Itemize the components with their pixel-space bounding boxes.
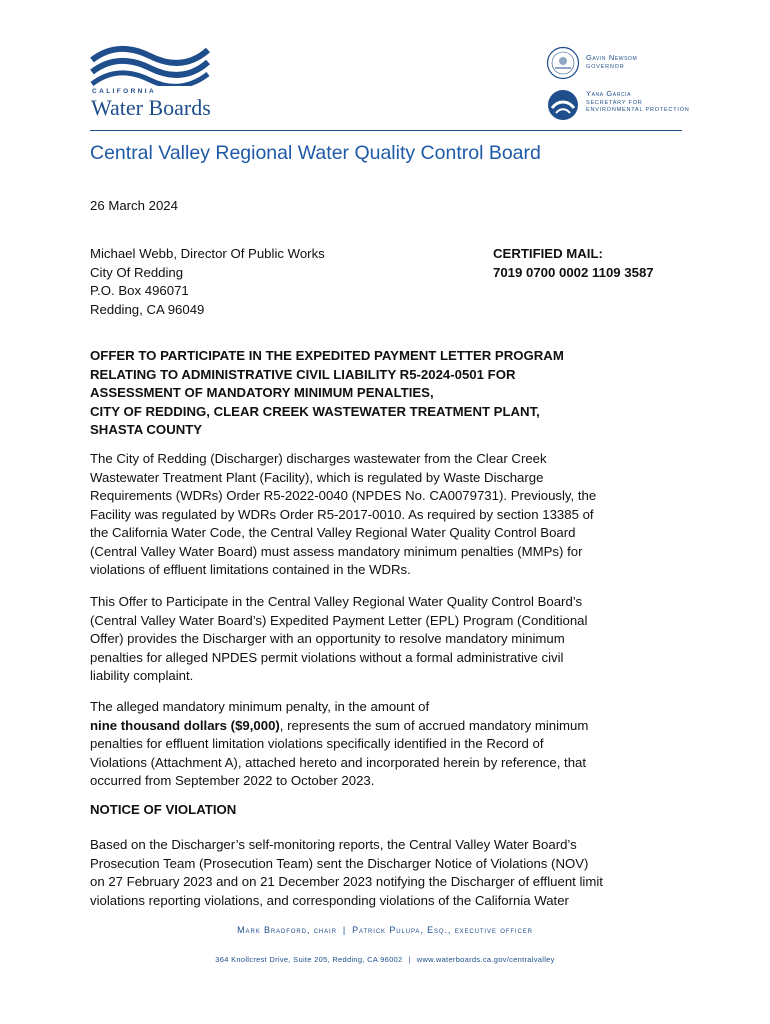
footer-address-line (0, 955, 770, 964)
footer-chair: Mark Bradford, chair (237, 925, 337, 935)
secretary-title-1: SECRETARY FOR (586, 100, 643, 106)
letter-date: 26 March 2024 (90, 198, 178, 213)
notice-heading: NOTICE OF VIOLATION (90, 802, 237, 817)
footer-separator: | (342, 925, 347, 935)
calepa-logo-icon (546, 88, 580, 122)
paragraph-line: Offer) provides the Discharger with an opportunity to resolve mandatory minimum (90, 631, 565, 646)
logo-state-text: CALIFORNIA (92, 88, 157, 95)
logo-name-text: Water Boards (91, 95, 211, 120)
footer-officer: Patrick Pulupa, Esq., executive officer (352, 925, 533, 935)
subject-line: CITY OF REDDING, CLEAR CREEK WASTEWATER TREATMENT PLANT, (90, 403, 540, 419)
paragraph-text: , represents the sum of accrued mandatory minimum (279, 717, 589, 733)
paragraph-line: Based on the Discharger’s self-monitoring reports, the Central Valley Water Board’s (90, 837, 577, 852)
paragraph-line: Violations (Attachment A), attached hereto and incorporated herein by reference, that (90, 754, 587, 770)
paragraph-line: occurred from September 2022 to October 2023. (90, 773, 375, 788)
penalty-amount: nine thousand dollars ($9,000) (90, 717, 280, 733)
paragraph-line: penalties for alleged NPDES permit violations without a formal administrative civil (90, 649, 564, 665)
recipient-line: P.O. Box 496071 (90, 283, 189, 298)
paragraph-line: Prosecution Team (Prosecution Team) sent the Discharger Notice of Violations (NOV) (90, 855, 589, 871)
subject-line: ASSESSMENT OF MANDATORY MINIMUM PENALTIES, (90, 385, 434, 400)
certified-number: 7019 0700 0002 1109 3587 (493, 264, 654, 280)
recipient-line: Michael Webb, Director Of Public Works (90, 246, 325, 261)
footer-separator: | (408, 955, 411, 964)
state-seal-icon (546, 46, 580, 80)
paragraph-line: (Central Valley Water Board’s) Expedited Payment Letter (EPL) Program (Conditional (90, 612, 588, 628)
paragraph-line: Facility was regulated by WDRs Order R5-2017-0010. As required by section 13385 of (90, 506, 594, 522)
officials-block (546, 46, 690, 126)
waves-icon (90, 44, 210, 86)
paragraph-line (90, 717, 690, 736)
subject-line: RELATING TO ADMINISTRATIVE CIVIL LIABILITY R5-2024-0501 FOR (90, 366, 516, 382)
paragraph-line: Wastewater Treatment Plant (Facility), which is regulated by Waste Discharge (90, 469, 544, 485)
footer-address: 364 Knollcrest Drive, Suite 205, Redding, CA 96002 (215, 955, 403, 964)
secretary-title-2: ENVIRONMENTAL PROTECTION (586, 107, 690, 113)
governor-title: GOVERNOR (586, 64, 625, 70)
header-divider (90, 130, 682, 131)
paragraph-line: penalties for effluent limitation violations specifically identified in the Record of (90, 736, 544, 751)
paragraph-offer (90, 593, 690, 686)
subject-line: OFFER TO PARTICIPATE IN THE EXPEDITED PAYMENT LETTER PROGRAM (90, 348, 564, 363)
paragraph-line: The City of Redding (Discharger) discharges wastewater from the Clear Creek (90, 451, 547, 466)
paragraph-discharger (90, 450, 690, 580)
paragraph-line: (Central Valley Water Board) must assess mandatory minimum penalties (MMPs) for (90, 543, 583, 559)
paragraph-penalty (90, 698, 690, 791)
paragraph-line: the California Water Code, the Central Valley Regional Water Quality Control Board (90, 525, 576, 540)
footer-website-link[interactable]: www.waterboards.ca.gov/centralvalley (416, 955, 555, 964)
board-title: Central Valley Regional Water Quality Control Board (90, 142, 541, 164)
paragraph-line: violations of effluent limitations contained in the WDRs. (90, 562, 411, 577)
recipient-address (90, 245, 325, 319)
paragraph-line: This Offer to Participate in the Central Valley Regional Water Quality Control Board’s (90, 594, 583, 609)
paragraph-line: Requirements (WDRs) Order R5-2022-0040 (NPDES No. CA0079731). Previously, the (90, 488, 597, 503)
paragraph-line: violations reporting violations, and corresponding violations of the California Water (90, 892, 569, 908)
paragraph-line: on 27 February 2023 and on 21 December 2023 notifying the Discharger of effluent limit (90, 874, 603, 889)
governor-name: Gavin Newsom (586, 53, 638, 62)
paragraph-line: liability complaint. (90, 668, 194, 683)
subject-block (90, 347, 690, 440)
paragraph-line: The alleged mandatory minimum penalty, in the amount of (90, 699, 430, 714)
subject-line: SHASTA COUNTY (90, 422, 203, 437)
secretary-name: Yana Garcia (586, 89, 632, 98)
certified-label: CERTIFIED MAIL: (493, 246, 603, 261)
recipient-line: City Of Redding (90, 264, 184, 280)
certified-mail (493, 245, 654, 282)
recipient-line: Redding, CA 96049 (90, 301, 205, 317)
paragraph-notice (90, 836, 690, 910)
water-boards-logo (90, 44, 220, 124)
footer-officials (0, 925, 770, 935)
